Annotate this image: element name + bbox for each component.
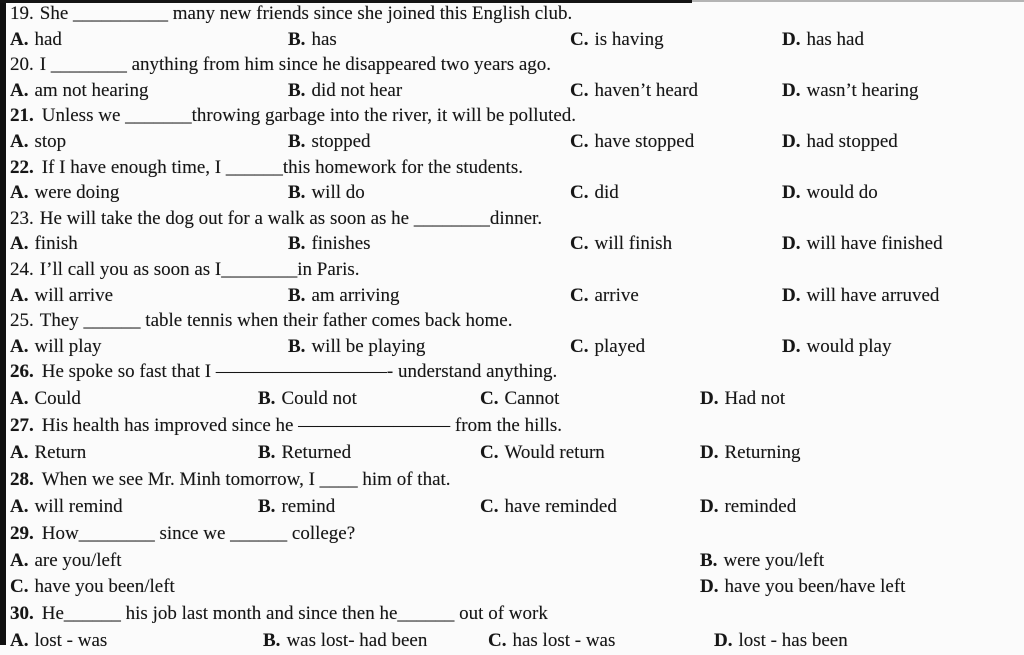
option-letter: A. — [10, 182, 29, 204]
option-letter: A. — [10, 233, 29, 255]
question-29-options-row-1 — [10, 548, 1022, 575]
option-d — [700, 494, 796, 521]
option-letter: C. — [480, 388, 499, 410]
option-a — [10, 628, 107, 655]
question-20-line — [10, 52, 1022, 78]
option-letter: D. — [700, 388, 719, 410]
option-text: played — [594, 335, 646, 357]
option-text: would play — [806, 335, 892, 357]
option-d — [782, 78, 919, 104]
option-c — [570, 334, 645, 360]
option-text: have you been/have left — [724, 576, 906, 598]
option-text: will arrive — [34, 284, 114, 306]
option-text: would do — [806, 182, 878, 204]
question-19-line — [10, 1, 1022, 27]
option-text: am arriving — [311, 284, 400, 306]
option-text: has lost - was — [512, 630, 616, 652]
question-number: 29. — [10, 522, 34, 544]
option-letter: C. — [480, 495, 499, 517]
option-text: will be playing — [311, 335, 426, 357]
option-text: were doing — [34, 182, 120, 204]
option-letter: C. — [570, 233, 589, 255]
question-22-line — [10, 155, 1022, 181]
question-number: 24. — [10, 258, 34, 280]
option-b — [288, 129, 371, 155]
option-letter: D. — [782, 182, 801, 204]
option-letter: C. — [480, 441, 499, 463]
option-letter: C. — [570, 79, 589, 101]
option-a — [10, 180, 119, 206]
option-text: will remind — [34, 495, 123, 517]
option-text: stop — [34, 130, 67, 152]
option-d — [700, 574, 905, 601]
option-text: had — [34, 28, 62, 50]
option-a — [10, 129, 66, 155]
option-text: are you/left — [34, 549, 122, 571]
option-letter: A. — [10, 441, 29, 463]
option-c — [570, 129, 694, 155]
question-21-options — [10, 129, 1022, 155]
option-text: arrive — [594, 284, 639, 306]
option-letter: B. — [288, 79, 306, 101]
option-text: has had — [806, 28, 864, 50]
option-text: has — [311, 28, 337, 50]
option-a — [10, 494, 123, 521]
question-22-options — [10, 180, 1022, 206]
question-29-options-row-2 — [10, 574, 1022, 601]
question-number: 21. — [10, 105, 34, 127]
test-question-list — [10, 1, 1022, 655]
option-b — [700, 548, 824, 575]
option-text: haven’t heard — [594, 79, 699, 101]
option-c — [480, 386, 559, 413]
question-text: She __________ many new friends since she joined this English club. — [39, 3, 573, 24]
question-21-line — [10, 103, 1022, 129]
question-29-line — [10, 521, 1022, 548]
option-letter: D. — [782, 284, 801, 306]
option-b — [288, 334, 425, 360]
option-letter: D. — [782, 28, 801, 50]
option-letter: D. — [714, 630, 733, 652]
option-d — [700, 386, 785, 413]
option-text: Could not — [281, 388, 357, 410]
question-number: 19. — [10, 3, 34, 24]
question-text: I ________ anything from him since he disappeared two years ago. — [39, 54, 552, 76]
option-c — [570, 283, 639, 309]
option-text: Returned — [281, 441, 352, 463]
question-text: When we see Mr. Minh tomorrow, I ____ him of that. — [41, 468, 451, 490]
question-text: If I have enough time, I ______this homework for the students. — [41, 156, 523, 178]
question-23-line — [10, 206, 1022, 232]
option-text: will do — [311, 182, 365, 204]
option-letter: D. — [700, 576, 719, 598]
option-text: had stopped — [806, 130, 898, 152]
option-letter: C. — [570, 284, 589, 306]
option-text: Cannot — [504, 388, 560, 410]
option-letter: B. — [288, 182, 306, 204]
option-letter: B. — [288, 28, 306, 50]
option-letter: A. — [10, 335, 29, 357]
option-text: Returning — [724, 441, 801, 463]
option-c — [488, 628, 615, 655]
option-letter: A. — [10, 130, 29, 152]
page-left-edge-bar — [0, 0, 6, 645]
question-text: I’ll call you as soon as I________in Paris. — [39, 258, 360, 280]
option-a — [10, 386, 81, 413]
option-letter: A. — [10, 495, 29, 517]
question-28-line — [10, 467, 1022, 494]
question-text: They ______ table tennis when their father comes back home. — [39, 310, 513, 332]
question-28-options — [10, 494, 1022, 521]
question-number: 25. — [10, 310, 34, 332]
option-letter: A. — [10, 549, 29, 571]
option-d — [782, 27, 864, 53]
question-24-line — [10, 257, 1022, 283]
option-text: finishes — [311, 233, 371, 255]
question-text: His health has improved since he ———————— from the hills. — [41, 415, 563, 437]
option-b — [263, 628, 427, 655]
question-text: He spoke so fast that I —————————- understand anything. — [41, 361, 558, 383]
option-c — [570, 231, 672, 257]
option-c — [570, 27, 664, 53]
option-letter: B. — [288, 284, 306, 306]
option-letter: D. — [782, 79, 801, 101]
option-d — [714, 628, 848, 655]
question-23-options — [10, 231, 1022, 257]
option-letter: C. — [488, 630, 507, 652]
question-number: 30. — [10, 603, 34, 625]
option-text: Would return — [504, 441, 605, 463]
option-text: finish — [34, 233, 78, 255]
option-letter: C. — [570, 130, 589, 152]
option-d — [782, 129, 898, 155]
question-text: He______ his job last month and since then he______ out of work — [41, 603, 548, 625]
option-text: stopped — [311, 130, 371, 152]
option-a — [10, 283, 113, 309]
option-c — [570, 180, 619, 206]
question-19-options — [10, 27, 1022, 53]
option-c — [10, 574, 175, 601]
option-b — [288, 27, 337, 53]
option-text: lost - has been — [738, 630, 848, 652]
option-text: did not hear — [311, 79, 403, 101]
option-text: will finish — [594, 233, 673, 255]
option-text: will have finished — [806, 233, 943, 255]
option-letter: B. — [700, 549, 718, 571]
question-30-options — [10, 628, 1022, 655]
option-a — [10, 440, 86, 467]
option-letter: B. — [288, 335, 306, 357]
option-text: reminded — [724, 495, 797, 517]
option-text: were you/left — [723, 549, 825, 571]
option-text: Return — [34, 441, 87, 463]
question-25-options — [10, 334, 1022, 360]
question-30-line — [10, 601, 1022, 628]
option-text: was lost- had been — [286, 630, 428, 652]
option-b — [288, 78, 402, 104]
option-text: lost - was — [34, 630, 108, 652]
option-a — [10, 78, 148, 104]
option-c — [570, 78, 698, 104]
option-d — [782, 283, 939, 309]
question-text: He will take the dog out for a walk as soon as he ________dinner. — [39, 207, 543, 229]
question-number: 26. — [10, 361, 34, 383]
option-letter: A. — [10, 388, 29, 410]
option-text: will have arruved — [806, 284, 940, 306]
option-text: did — [594, 182, 619, 204]
option-a — [10, 334, 102, 360]
option-d — [782, 231, 943, 257]
option-letter: A. — [10, 630, 29, 652]
question-20-options — [10, 78, 1022, 104]
option-text: Could — [34, 388, 81, 410]
option-text: will play — [34, 335, 102, 357]
option-b — [258, 494, 335, 521]
option-letter: D. — [700, 441, 719, 463]
option-d — [782, 334, 891, 360]
option-d — [700, 440, 800, 467]
question-text: Unless we _______throwing garbage into the river, it will be polluted. — [41, 105, 577, 127]
option-letter: B. — [263, 630, 281, 652]
option-text: have you been/left — [34, 576, 175, 598]
question-number: 22. — [10, 156, 34, 178]
option-d — [782, 180, 878, 206]
question-24-options — [10, 283, 1022, 309]
question-text: How________ since we ______ college? — [41, 522, 356, 544]
option-text: is having — [594, 28, 664, 50]
question-number: 28. — [10, 468, 34, 490]
option-letter: C. — [10, 576, 29, 598]
option-b — [258, 386, 357, 413]
option-letter: C. — [570, 335, 589, 357]
option-a — [10, 27, 62, 53]
option-text: have stopped — [594, 130, 695, 152]
question-27-line — [10, 413, 1022, 440]
option-b — [288, 180, 365, 206]
question-number: 20. — [10, 54, 34, 76]
question-number: 23. — [10, 207, 34, 229]
option-letter: B. — [288, 130, 306, 152]
question-number: 27. — [10, 415, 34, 437]
option-text: have reminded — [504, 495, 617, 517]
option-text: am not hearing — [34, 79, 149, 101]
option-letter: D. — [700, 495, 719, 517]
option-b — [288, 231, 371, 257]
option-b — [258, 440, 351, 467]
option-letter: C. — [570, 182, 589, 204]
option-letter: C. — [570, 28, 589, 50]
option-text: remind — [281, 495, 336, 517]
option-text: wasn’t hearing — [806, 79, 919, 101]
question-25-line — [10, 308, 1022, 334]
option-letter: A. — [10, 28, 29, 50]
option-b — [288, 283, 400, 309]
option-letter: B. — [288, 233, 306, 255]
option-letter: D. — [782, 130, 801, 152]
option-a — [10, 231, 78, 257]
option-letter: D. — [782, 335, 801, 357]
option-letter: A. — [10, 284, 29, 306]
option-a — [10, 548, 122, 575]
option-letter: D. — [782, 233, 801, 255]
option-letter: B. — [258, 495, 276, 517]
option-letter: A. — [10, 79, 29, 101]
question-27-options — [10, 440, 1022, 467]
option-c — [480, 494, 617, 521]
option-letter: B. — [258, 388, 276, 410]
option-c — [480, 440, 605, 467]
question-26-options — [10, 386, 1022, 413]
option-letter: B. — [258, 441, 276, 463]
question-26-line — [10, 359, 1022, 386]
option-text: Had not — [724, 388, 786, 410]
